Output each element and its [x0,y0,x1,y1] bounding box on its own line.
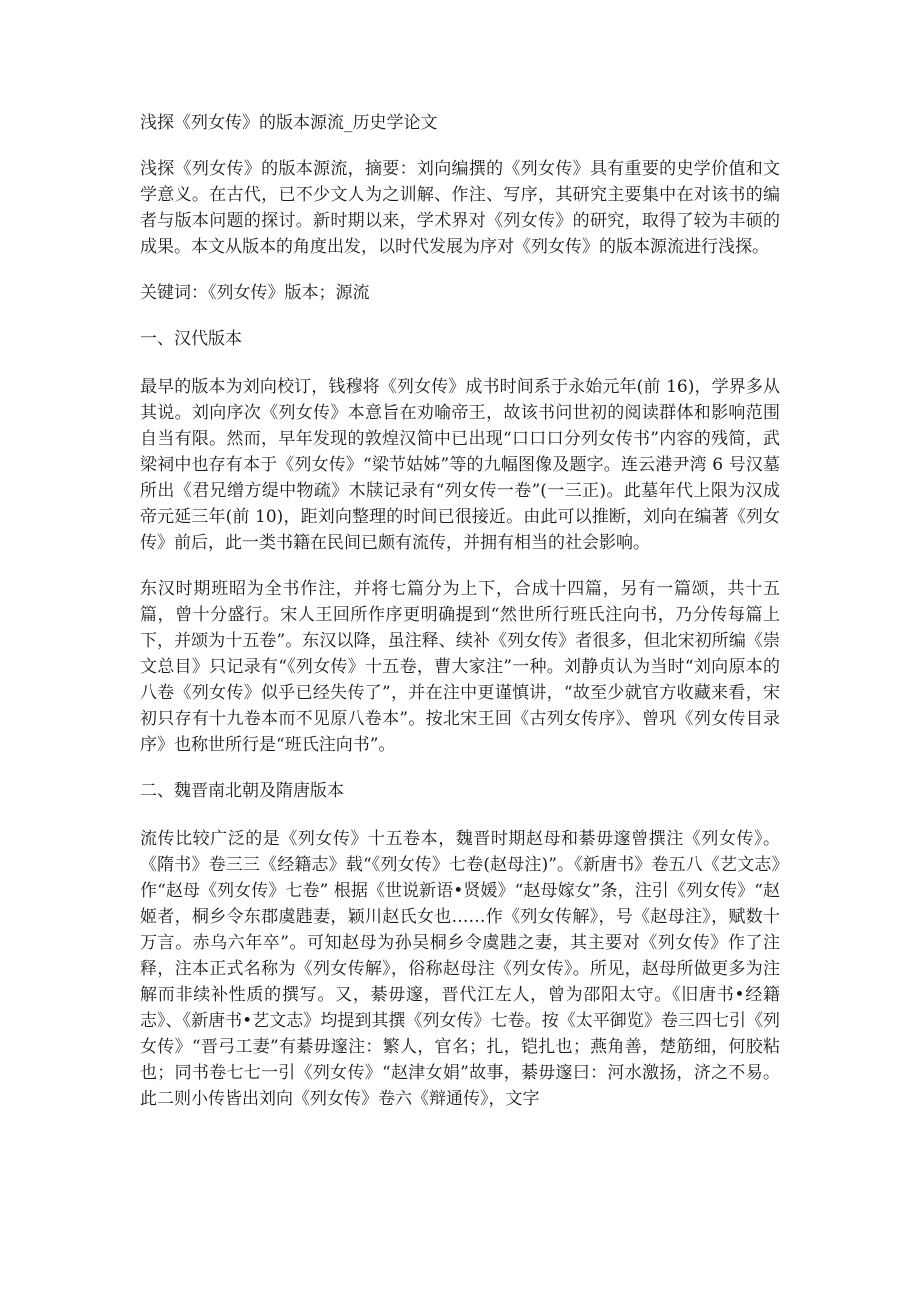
han-paragraph-2: 东汉时期班昭为全书作注，并将七篇分为上下，合成十四篇，另有一篇颂，共十五篇，曾十分盛行。宋人王回所作序更明确提到“然世所行班氏注向书，乃分传每篇上下，并颂为十五卷”。东汉以降，虽注释、续补《列女传》者很多，但北宋初所编《崇文总目》只记录有“《列女传》十五卷，曹大家注”一种。刘静贞认为当时“刘向原本的八卷《列女传》似乎已经失传了”，并在注中更谨慎讲，“故至少就官方收藏来看，宋初只存有十九卷本而不见原八卷本”。按北宋王回《古列女传序》、曾巩《列女传目录序》也称世所行是“班氏注向书”。 [140,579,780,755]
keywords-line: 关键词：《列女传》版本；源流 [140,283,370,303]
abstract-paragraph: 浅探《列女传》的版本源流，摘要：刘向编撰的《列女传》具有重要的史学价值和文学意义。在古代，已不少文人为之训解、作注、写序，其研究主要集中在对该书的编者与版本问题的探讨。新时期以来，学术界对《列女传》的研究，取得了较为丰硕的成果。本文从版本的角度出发，以时代发展为序对《列女传》的版本源流进行浅探。 [140,159,780,257]
section-heading-han: 一、汉代版本 [140,329,242,349]
section-heading-weijin: 二、魏晋南北朝及隋唐版本 [140,781,344,801]
han-paragraph-1: 最早的版本为刘向校订，钱穆将《列女传》成书时间系于永始元年(前 16)，学界多从其说。刘向序次《列女传》本意旨在劝喻帝王，故该书问世初的阅读群体和影响范围自当有限。然而，早年发现的敦煌汉简中已出现“口口口分列女传书”内容的残简，武梁祠中也存有本于《列女传》“梁节姑姊”等的九幅图像及题字。连云港尹湾 6 号汉墓所出《君兄缯方缇中物疏》木牍记录有“列女传一卷”(一三正)。此墓年代上限为汉成帝元延三年(前 10)，距刘向整理的时间已很接近。由此可以推断，刘向在编著《列女传》前后，此一类书籍在民间已颇有流传，并拥有相当的社会影响。 [140,377,780,553]
document-page [140,110,780,1132]
document-title: 浅探《列女传》的版本源流_历史学论文 [140,113,438,133]
weijin-paragraph-1: 流传比较广泛的是《列女传》十五卷本，魏晋时期赵母和綦毋邃曾撰注《列女传》。《隋书》卷三三《经籍志》载“《列女传》七卷(赵母注)”。《新唐书》卷五八《艺文志》作“赵母《列女传》七卷” 根据《世说新语•贤媛》“赵母嫁女”条，注引《列女传》“赵姬者，桐乡令东郡虞韪妻，颖川赵氏女也……作《列女传解》，号《赵母注》，赋数十万言。赤乌六年卒”。可知赵母为孙吴桐乡令虞韪之妻，其主要对《列女传》作了注释，注本正式名称为《列女传解》，俗称赵母注《列女传》。所见，赵母所做更多为注解而非续补性质的撰写。又，綦毋邃，晋代江左人，曾为邵阳太守。《旧唐书•经籍志》、《新唐书•艺文志》均提到其撰《列女传》七卷。按《太平御览》卷三四七引《列女传》“晋弓工妻”有綦毋邃注：繁人，官名；扎，铠扎也；燕角善，楚筋细，何胶粘也；同书卷七七一引《列女传》“赵津女娟”故事，綦毋邃曰：河水激扬，济之不易。此二则小传皆出刘向《列女传》卷六《辩通传》，文字 [140,829,780,1109]
